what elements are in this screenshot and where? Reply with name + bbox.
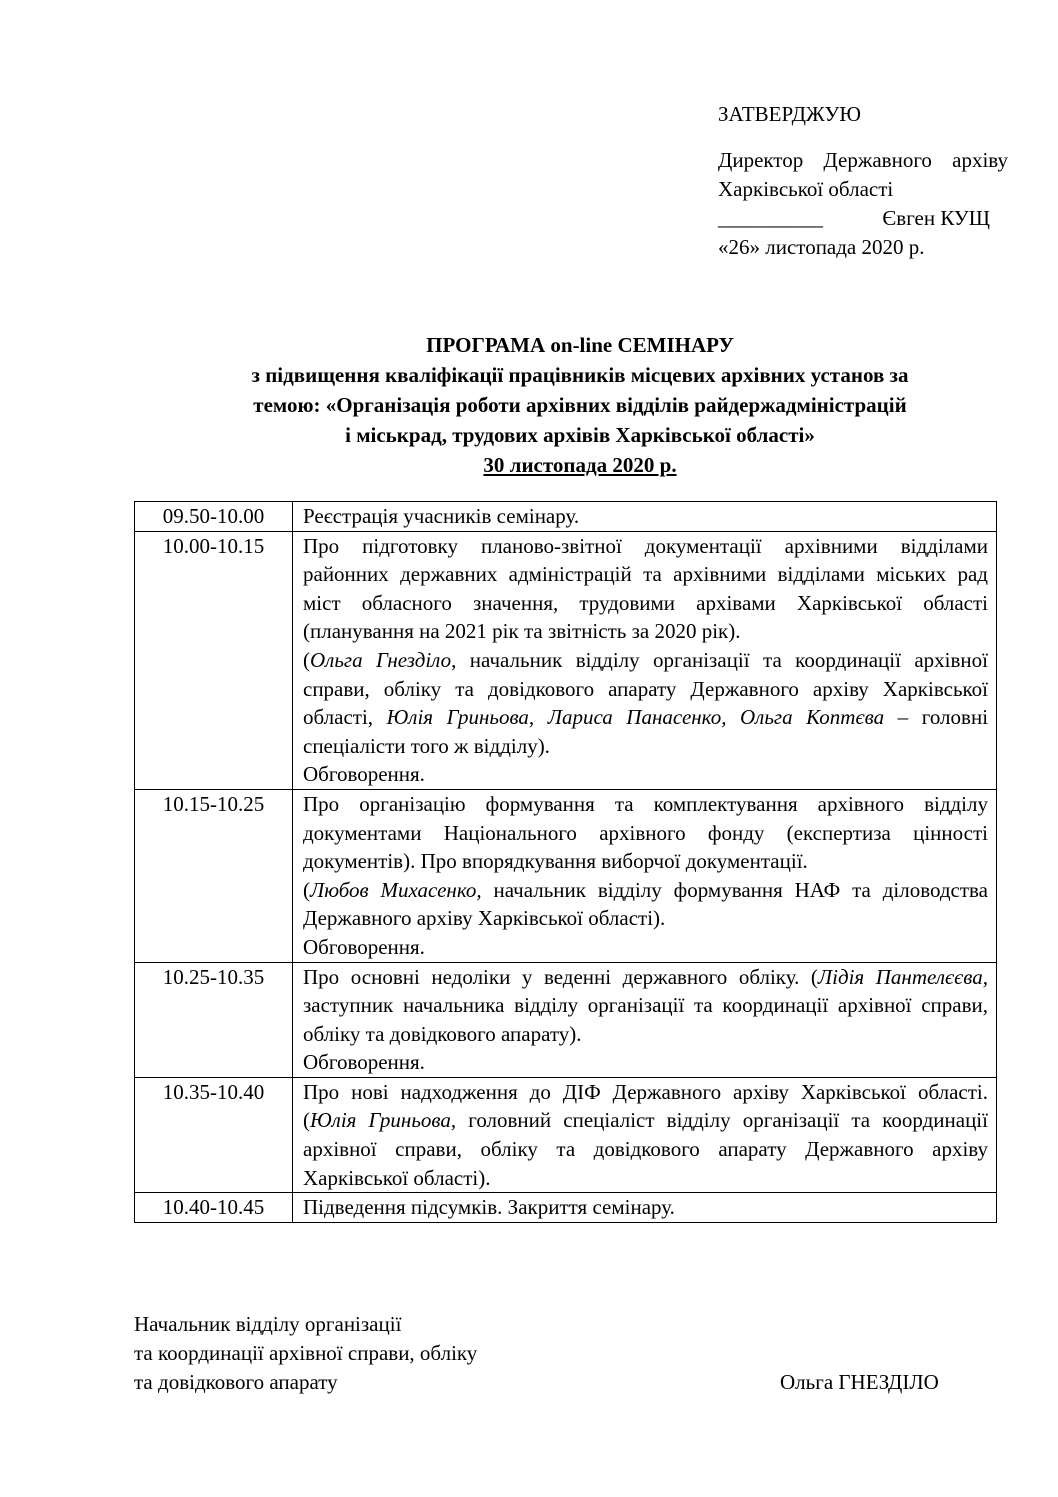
approval-block <box>718 100 1008 262</box>
description-text: Про підготовку планово-звітної документації архівними відділами районних державних адміністрацій та архівними відділами міських рад міст обласного значення, трудовими архівами Харківської області (планування на 2021 рік та звітність за 2020 рік). <box>303 533 988 644</box>
schedule-time: 10.40-10.45 <box>135 1193 293 1223</box>
description-text: , головний спеціаліст відділу організації та координації архівної справи, обліку та довідкового апарату Державного архіву Харківської області). <box>303 1108 988 1190</box>
footer-line-2: та координації архівної справи, обліку <box>134 1341 478 1365</box>
footer-signer-name: Ольга ГНЕЗДІЛО <box>780 1370 939 1394</box>
speaker-name: Лідія Пантелєєва, <box>817 964 989 989</box>
approval-signature-row <box>718 204 1008 233</box>
schedule-time: 10.25-10.35 <box>135 962 293 1077</box>
description-text: Реєстрація учасників семінару. <box>303 504 580 528</box>
document-title <box>150 330 1010 480</box>
description-paragraph <box>303 1193 988 1222</box>
schedule-time: 10.35-10.40 <box>135 1077 293 1192</box>
description-text: Про основні недоліки у веденні державного обліку. ( <box>303 964 818 989</box>
seminar-date: 30 листопада 2020 р. <box>483 453 677 477</box>
description-text: Підведення підсумків. Закриття семінару. <box>303 1195 675 1220</box>
description-text: заступник начальника відділу організації та координації архівної справи, обліку та довідкового апарату). <box>303 993 988 1046</box>
description-text: начальник відділу формування НАФ та діловодства Державного архіву Харківської області). <box>303 877 989 931</box>
schedule-table <box>134 501 997 1223</box>
description-text: , начальник відділу організації та координації архівної справи, обліку та довідкового апарату Державного архіву Харківської області, <box>303 647 989 730</box>
description-paragraph <box>303 646 988 760</box>
speaker-name: Юлія Гриньова <box>310 1108 451 1133</box>
schedule-description <box>293 531 997 789</box>
schedule-description <box>293 502 997 532</box>
schedule-row <box>135 1193 997 1223</box>
schedule-row <box>135 1077 997 1192</box>
description-text: Про нові надходження до ДІФ Державного архіву Харківської області. ( <box>303 1079 988 1133</box>
description-paragraph <box>303 876 988 933</box>
footer-line-3: та довідкового апарату <box>134 1370 338 1394</box>
speaker-name: Юлія Гриньова, Лариса Панасенко, Ольга Коптєва <box>386 705 885 730</box>
schedule-row <box>135 502 997 532</box>
schedule-description <box>293 962 997 1077</box>
schedule-description <box>293 1077 997 1192</box>
speaker-name: Ольга Гнезділо <box>310 647 452 672</box>
signature-line: __________ <box>718 206 823 230</box>
description-text: Обговорення. <box>303 934 425 959</box>
footer-signature-block <box>134 1310 477 1397</box>
title-line-4: і міськрад, трудових архівів Харківської області» <box>345 423 815 447</box>
approval-position: Директор Державного архіву Харківської області <box>718 148 1008 201</box>
description-paragraph <box>303 963 988 1049</box>
description-text: Обговорення. <box>303 1050 425 1075</box>
schedule-body <box>135 502 997 1223</box>
description-paragraph <box>303 1078 988 1192</box>
approval-name: Євген КУЩ <box>882 206 990 230</box>
schedule-row <box>135 962 997 1077</box>
description-text: ( <box>303 877 310 902</box>
description-paragraph <box>303 790 988 876</box>
title-line-3: темою: «Організація роботи архівних відділів райдержадміністрацій <box>253 393 907 417</box>
description-paragraph <box>303 760 988 789</box>
description-text: Про організацію формування та комплектування архівного відділу документами Національного архівного фонду (експертиза цінності документів). Про впорядкування виборчої документації. <box>303 791 988 874</box>
title-line-1: ПРОГРАМА on-line СЕМІНАРУ <box>426 333 734 357</box>
description-text: – головні спеціалісти того ж відділу). <box>303 705 989 758</box>
schedule-time: 10.00-10.15 <box>135 531 293 789</box>
description-paragraph <box>303 1048 988 1077</box>
description-text: Обговорення. <box>303 762 425 787</box>
approval-date: «26» листопада 2020 р. <box>718 235 925 259</box>
schedule-description <box>293 789 997 962</box>
footer-line-1: Начальник відділу організації <box>134 1312 402 1336</box>
schedule-time: 10.15-10.25 <box>135 789 293 962</box>
schedule-row <box>135 531 997 789</box>
title-line-2: з підвищення кваліфікації працівників місцевих архівних установ за <box>251 363 909 387</box>
schedule-time: 09.50-10.00 <box>135 502 293 532</box>
schedule-description <box>293 1193 997 1223</box>
approval-heading: ЗАТВЕРДЖУЮ <box>718 102 861 126</box>
description-text: ( <box>303 647 310 672</box>
description-paragraph <box>303 502 988 531</box>
description-paragraph <box>303 933 988 962</box>
description-paragraph <box>303 532 988 646</box>
schedule-row <box>135 789 997 962</box>
speaker-name: Любов Михасенко, <box>310 877 482 902</box>
